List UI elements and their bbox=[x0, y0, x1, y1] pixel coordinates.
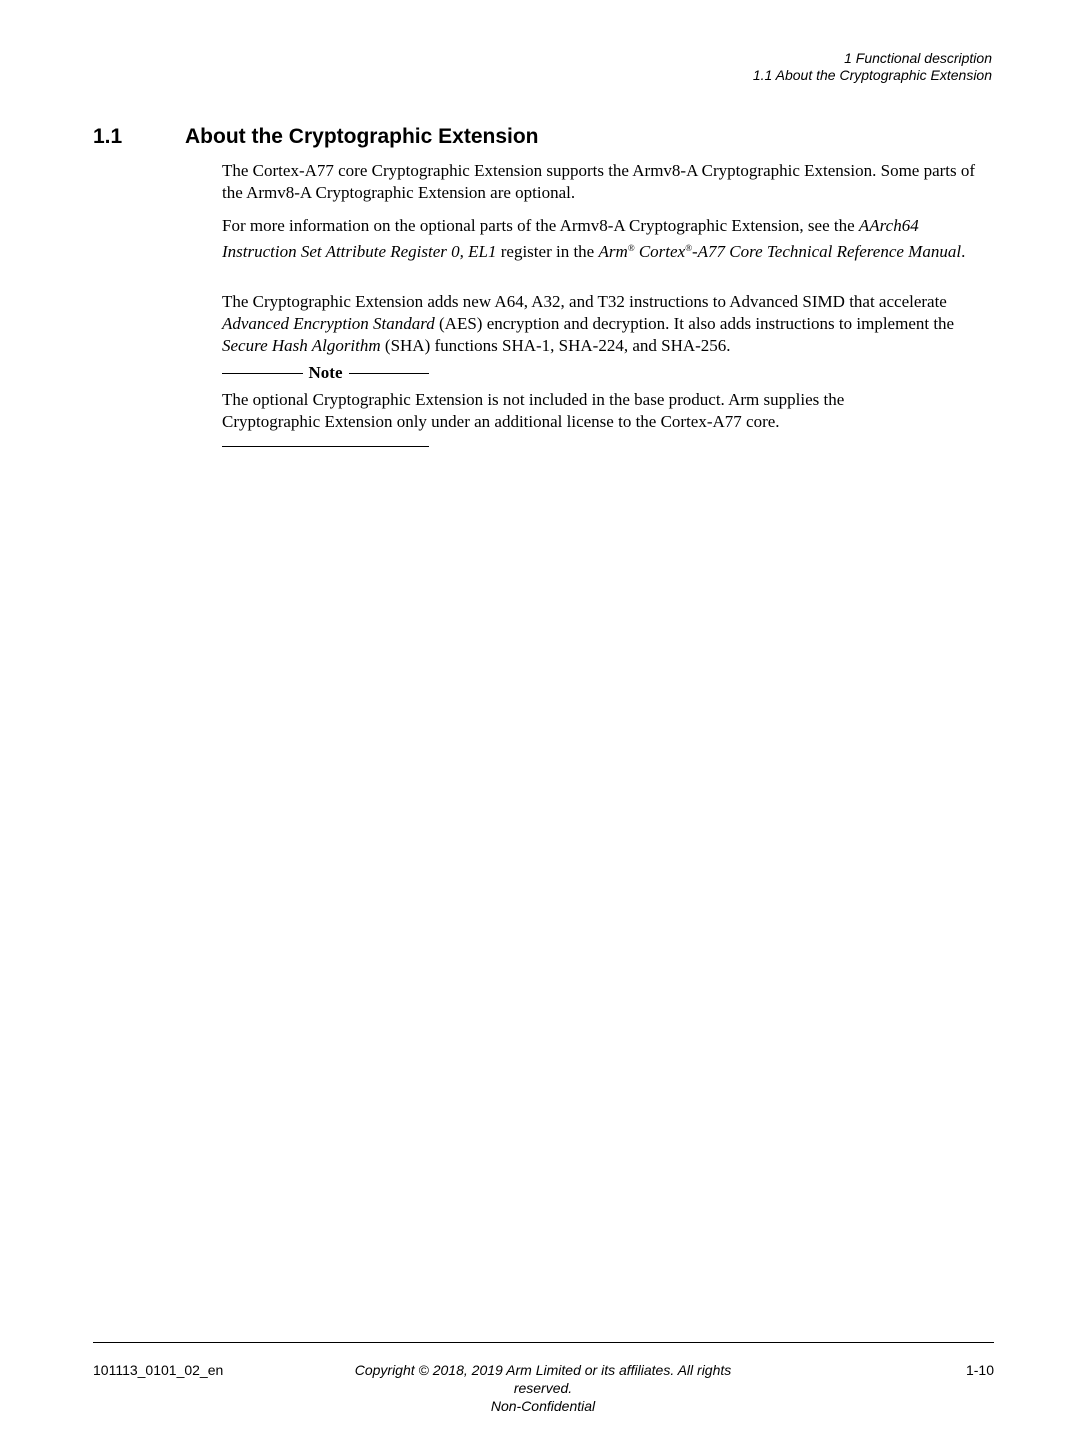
copyright-line-1: Copyright © 2018, 2019 Arm Limited or its affiliates. All rights bbox=[354, 1362, 732, 1378]
footer-page-number: 1-10 bbox=[965, 1362, 994, 1378]
section-heading bbox=[93, 124, 539, 150]
footer-copyright bbox=[343, 1361, 743, 1415]
paragraph-3-text-end: (SHA) functions SHA-1, SHA-224, and SHA-256. bbox=[380, 336, 731, 355]
running-header-chapter: 1 Functional description bbox=[844, 50, 992, 66]
manual-cortex: Cortex bbox=[634, 242, 686, 261]
paragraph-1-text: The Cortex-A77 core Cryptographic Extension supports the Armv8-A Cryptographic Extension. Some parts of the Armv8-A Cryptographic Extension are optional. bbox=[222, 161, 976, 202]
note-text: The optional Cryptographic Extension is not included in the base product. Arm supplies the Cryptographic Extension only under an additional license to the Cortex-A77 core. bbox=[222, 390, 845, 431]
paragraph-2-text-middle: register in the bbox=[496, 242, 599, 261]
note-label: Note bbox=[308, 363, 343, 382]
paragraph-2 bbox=[222, 215, 982, 263]
sha-term: Secure Hash Algorithm bbox=[222, 336, 381, 355]
paragraph-3 bbox=[222, 291, 982, 357]
footer-divider bbox=[93, 1342, 994, 1343]
confidentiality-label: Non-Confidential bbox=[490, 1398, 596, 1414]
note-end-rule bbox=[222, 446, 429, 447]
footer-doc-id: 101113_0101_02_en bbox=[93, 1362, 224, 1378]
register-reference: AArch64 Instruction Set Attribute Register 0, EL1 bbox=[222, 216, 919, 261]
paragraph-2-text-end: . bbox=[961, 242, 966, 261]
note-body bbox=[222, 389, 922, 433]
note-header bbox=[222, 362, 429, 384]
copyright-line-2: reserved. bbox=[513, 1380, 573, 1396]
paragraph-3-text-start: The Cryptographic Extension adds new A64, A32, and T32 instructions to Advanced SIMD that accelerate bbox=[222, 292, 947, 311]
aes-term: Advanced Encryption Standard bbox=[222, 314, 435, 333]
section-number: 1.1 bbox=[93, 125, 123, 148]
section-title: About the Cryptographic Extension bbox=[185, 125, 539, 148]
running-header-section: 1.1 About the Cryptographic Extension bbox=[752, 67, 992, 83]
note-rule-left bbox=[222, 373, 303, 374]
manual-arm: Arm bbox=[598, 242, 628, 261]
paragraph-2-text-start: For more information on the optional parts of the Armv8-A Cryptographic Extension, see the bbox=[222, 216, 859, 235]
note-rule-right bbox=[349, 373, 430, 374]
manual-title-rest: -A77 Core Technical Reference Manual bbox=[691, 242, 962, 261]
paragraph-1 bbox=[222, 160, 982, 204]
registered-mark: ® bbox=[627, 243, 635, 253]
running-header bbox=[753, 50, 992, 84]
manual-reference bbox=[598, 242, 961, 261]
registered-mark-2: ® bbox=[685, 243, 692, 253]
paragraph-3-text-middle: (AES) encryption and decryption. It also adds instructions to implement the bbox=[434, 314, 955, 333]
